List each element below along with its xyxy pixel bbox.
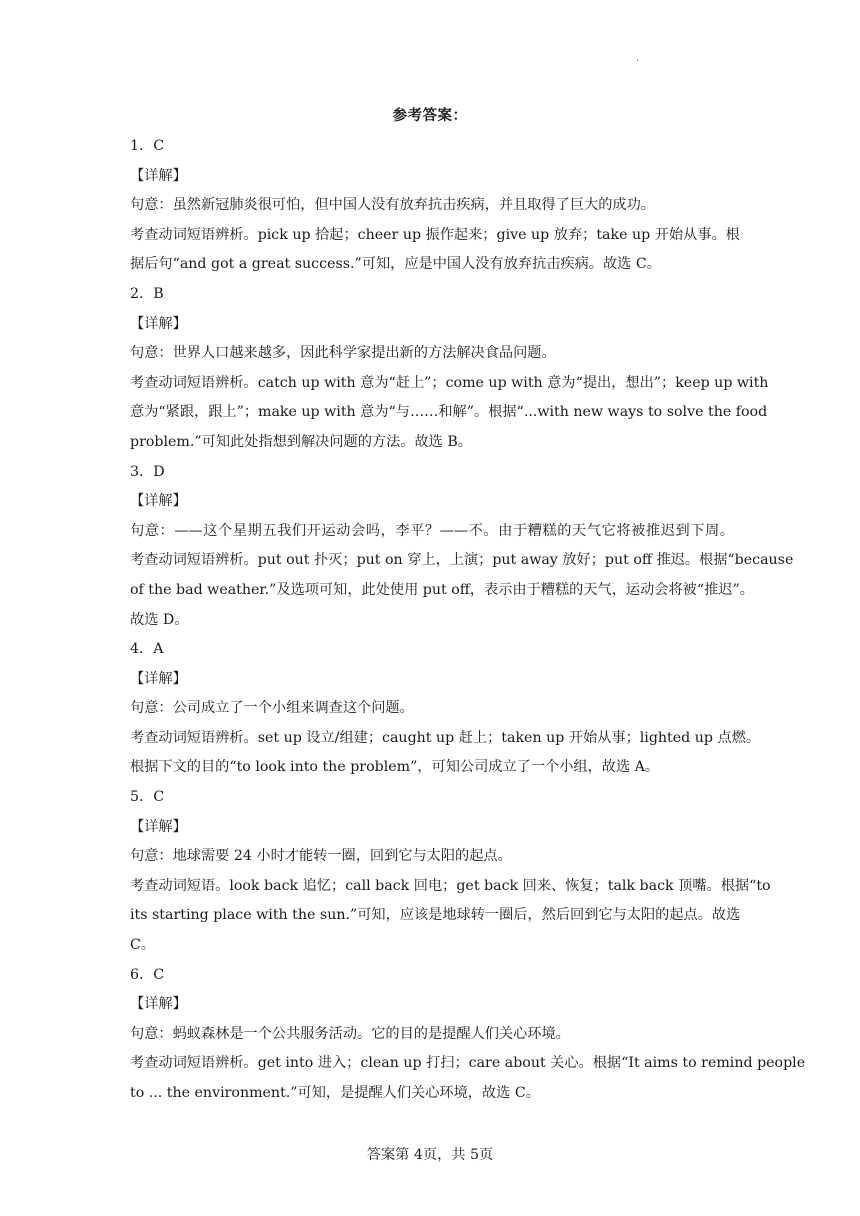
- header-mark: ·: [636, 56, 640, 67]
- answer-item: [130, 280, 769, 458]
- sentence-meaning: 句意：虽然新冠肺炎很可怕，但中国人没有放弃抗击疾病，并且取得了巨大的成功。: [130, 197, 655, 214]
- explanation-text: 考查动词短语辨析。set up 设立/组建；caught up 赶上；taken up 开始从事；lighted up 点燃。: [130, 729, 761, 746]
- explanation-tag: 【详解】: [130, 493, 187, 510]
- sentence-meaning: 句意：地球需要 24 小时才能转一圈，回到它与太阳的起点。: [130, 848, 512, 865]
- answer-number: 6．C: [130, 966, 165, 983]
- explanation-text: C。: [130, 937, 156, 954]
- answer-item: [130, 132, 740, 280]
- explanation-tag: 【详解】: [130, 315, 187, 332]
- answer-item: [130, 458, 794, 636]
- explanation-text: to ... the environment.”可知，是提醒人们关心环境，故选 C。: [130, 1085, 540, 1101]
- sentence-meaning: 句意：公司成立了一个小组来调查这个问题。: [130, 700, 414, 717]
- explanation-text: 据后句“and got a great success.”可知，应是中国人没有放弃抗击疾病。故选 C。: [130, 256, 661, 273]
- explanation-text: 考查动词短语辨析。pick up 拾起；cheer up 振作起来；give up 放弃；take up 开始从事。根: [130, 226, 740, 243]
- explanation-tag: 【详解】: [130, 167, 187, 184]
- explanation-tag: 【详解】: [130, 818, 187, 835]
- explanation-text: its starting place with the sun.”可知，应该是地球转一圈后，然后回到它与太阳的起点。故选: [130, 907, 741, 924]
- explanation-text: 故选 D。: [130, 611, 189, 628]
- answer-item: [130, 635, 761, 783]
- answer-number: 3．D: [130, 463, 165, 480]
- explanation-text: 考查动词短语。look back 追忆；call back 回电；get back 回来、恢复；talk back 顶嘴。根据“to: [130, 877, 771, 894]
- sentence-meaning: 句意：——这个星期五我们开运动会吗，李平？——不。由于糟糕的天气它将被推迟到下周。: [130, 522, 734, 539]
- sentence-meaning: 句意：蚂蚁森林是一个公共服务活动。它的目的是提醒人们关心环境。: [130, 1025, 570, 1042]
- sentence-meaning: 句意：世界人口越来越多，因此科学家提出新的方法解决食品问题。: [130, 345, 556, 362]
- answer-number: 2．B: [130, 285, 164, 302]
- answer-list: [130, 132, 806, 1109]
- explanation-text: 根据下文的目的“to look into the problem”，可知公司成立了一个小组，故选 A。: [130, 759, 660, 776]
- answer-number: 1．C: [130, 138, 165, 154]
- explanation-text: 意为“紧跟，跟上”；make up with 意为“与……和解”。根据“...with new ways to solve the food: [130, 404, 768, 421]
- explanation-text: 考查动词短语辨析。catch up with 意为“赶上”；come up with 意为“提出，想出”；keep up with: [130, 374, 769, 391]
- answer-number: 5．C: [130, 789, 165, 806]
- explanation-text: of the bad weather.”及选项可知，此处使用 put off，表示由于糟糕的天气，运动会将被“推迟”。: [130, 581, 754, 598]
- page-footer: 答案第 4页，共 5页: [366, 1147, 494, 1163]
- explanation-tag: 【详解】: [130, 996, 187, 1013]
- explanation-text: 考查动词短语辨析。put out 扑灭；put on 穿上，上演；put away 放好；put off 推迟。根据“because: [130, 552, 794, 569]
- explanation-text: 考查动词短语辨析。get into 进入；clean up 打扫；care about 关心。根据“It aims to remind people: [130, 1055, 806, 1072]
- explanation-text: problem.”可知此处指想到解决问题的方法。故选 B。: [130, 433, 472, 450]
- explanation-tag: 【详解】: [130, 670, 187, 687]
- answer-item: [130, 783, 771, 961]
- answer-number: 4．A: [130, 641, 164, 658]
- answer-item: [130, 961, 806, 1109]
- page-title: 参考答案：: [392, 107, 468, 124]
